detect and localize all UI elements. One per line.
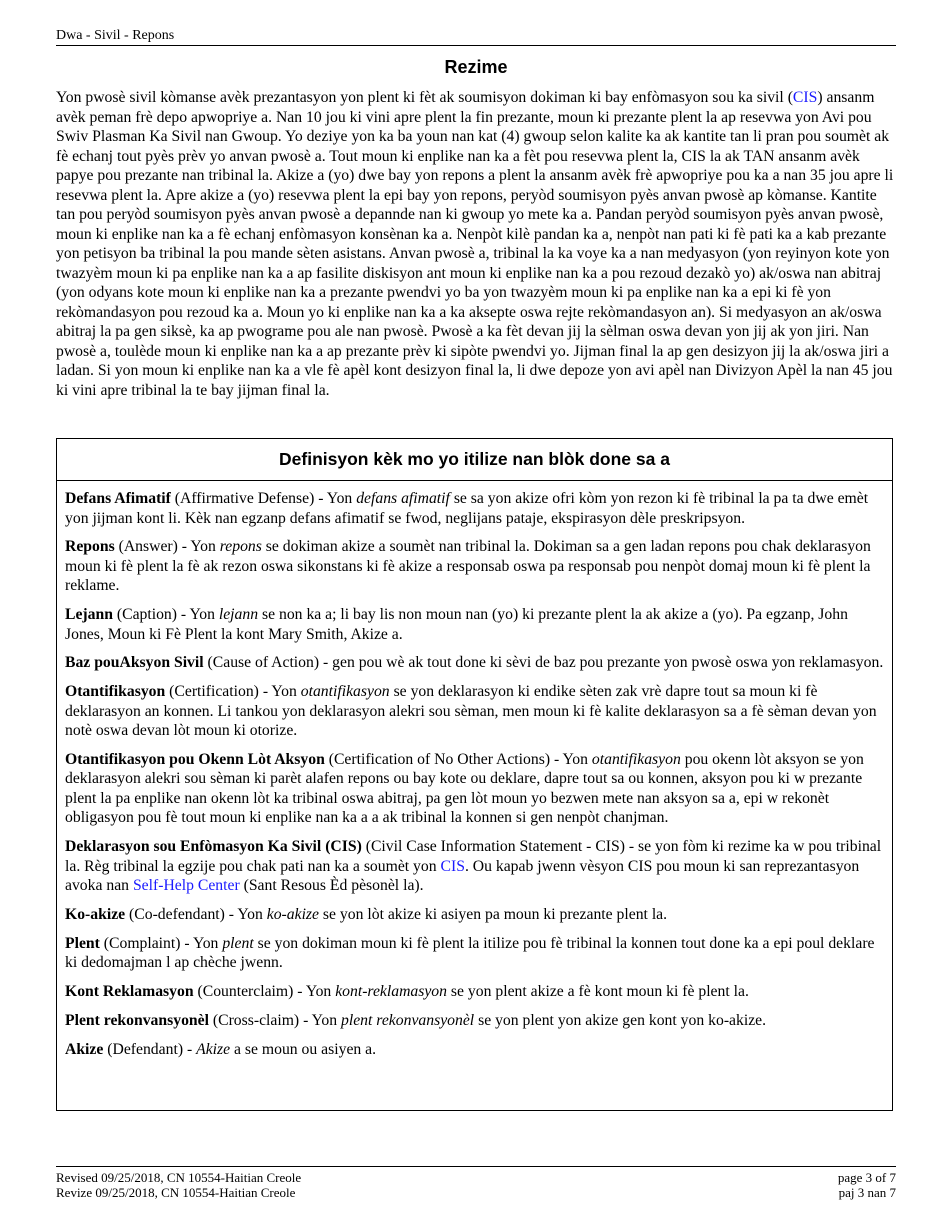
summary-text-1: Yon pwosè sivil kòmanse avèk prezantasyon yon plent ki fèt ak soumisyon dokiman ki bay enfòmasyon sou ka sivil ( — [56, 89, 793, 106]
summary-text-2: ) ansanm avèk peman frè depo apwopriye a. Nan 10 jou ki vini apre plent la fin prezante, moun ki prezante plent la ap resevwa yon Avi pou Swiv Plasman Ka Sivil nan Gwoup. Yo deziye yon ka ba youn nan kat (4) gwoup selon kalite ka ak kantite tan li pran pou soumèt ak fè echanj tout pyès prèv yo anvan pwosè a. Tout moun ki enplike nan ka a fèt pou resevwa plent la, CIS la ak TAN ansanm avèk papye pou prezante nan tribinal la. Akize a (yo) dwe bay yon repons a plent la ansanm avèk frè apwopriye pou ka a nan 35 jou apre li resevwa plent la. Apre akize a (yo) resevwa plent la epi bay yon repons, peryòd soumisyon pyès anvan pwosè ap kòmanse. Kantite tan pou peryòd soumisyon pyès anvan pwosè a depannde nan ki gwoup yo mete ka a. Pandan peryòd soumisyon pyès anvan pwosè, moun ki enplike nan ka a fè echanj enfòmasyon konsènan ka a. Nenpòt kilè pandan ka a, nenpòt nan pati ki fè pati ka a kab prezante yon petisyon ba tribinal la pou mande sèten asistans. Anvan pwosè a, tribinal la ka voye ka a nan medyasyon (yon reyinyon kote yon twazyèm moun ki pa enplike nan ka a ap fasilite diskisyon ant moun ki enplike nan ka a pou rezoud dezakò yo) ak/oswa nan abitraj (yon odyans kote moun ki enplike nan ka a prezante pwendvi yo ba yon twazyèm moun ki pa enplike nan ka a epi ki fè yon rekòmandasyon pou rezoud ka a. Moun yo ki enplike nan ka a ka aksepte oswa rejte rekòmandasyon an). Si medyasyon an ak/oswa abitraj la pa gen siksè, ka ap pwograme pou ale nan pwosè. Pwosè a ka fèt devan jij la sèlman oswa devan yon jij ak yon jiri. Nan pwosè a, toulède moun ki enplike nan ka a ap prezante prèv ki sipòte pwendvi yo. Jijman final la ap gen desizyon jij la ak/oswa jiri a ladan. Si yon moun ki enplike nan ka a vle fè apèl kont desizyon final la, li dwe depoze yon avi apèl nan Divizyon Apèl la nan 45 jou ki vini apre tribinal la te bay jijman final la. — [56, 89, 894, 399]
def-body: se yon deklarasyon ki endike sèten zak vrè dapre tout sa moun ki fè deklarasyon an konnen. Li tankou yon deklarasyon alekri sou sèman, men moun ki fè kalite deklarasyon sa a fè sèman devan yon notè oswa devan lòt moun ki otorize. — [65, 683, 877, 740]
def-term: Otantifikasyon — [65, 683, 166, 701]
def-term: Plent — [65, 934, 100, 952]
def-english: (Certification of No Other Actions) - Yon — [324, 750, 592, 768]
def-english: (Co-defendant) - Yon — [125, 906, 267, 924]
def-body: se non ka a; li bay lis non moun nan (yo) ki prezante plent la ak akize a (yo). Pa egzanp, John Jones, Moun ki Fè Plent la kont Mary Smith, Akize a. — [65, 606, 848, 643]
definition-caption — [65, 605, 884, 644]
def-english: (Certification) - Yon — [165, 683, 301, 701]
def-term: Plent rekonvansyonèl — [65, 1011, 209, 1029]
def-body: se dokiman akize a soumèt nan tribinal la. Dokiman sa a gen ladan repons pou chak deklarasyon moun ki fè plent la fè ak rezon oswa sikonstans ki fè akize a responsab oswa pa responsab pou nenpòt domaj moun ki fè plent la reklame. — [65, 538, 871, 595]
def-term: Lejann — [65, 606, 113, 624]
def-english: (Counterclaim) - Yon — [193, 983, 336, 1001]
def-italic: Akize — [196, 1040, 231, 1058]
definition-answer — [65, 537, 884, 596]
definition-defendant — [65, 1040, 884, 1060]
cis-form-link[interactable]: CIS — [440, 857, 465, 875]
definition-affirmative-defense — [65, 489, 884, 528]
definition-complaint — [65, 934, 884, 973]
def-english: (Cross-claim) - Yon — [208, 1011, 342, 1029]
def-term: Baz pouAksyon Sivil — [65, 654, 204, 672]
definitions-title: Definisyon kèk mo yo itilize nan blòk done sa a — [57, 439, 892, 481]
def-term: Repons — [65, 538, 115, 556]
def-term: Deklarasyon sou Enfòmasyon Ka Sivil (CIS) — [65, 838, 362, 856]
def-english: (Answer) - Yon — [114, 538, 220, 556]
def-term: Kont Reklamasyon — [65, 983, 194, 1001]
def-english: (Complaint) - Yon — [99, 934, 223, 952]
summary-paragraph — [56, 88, 896, 400]
page-number: page 3 of 7 — [837, 1170, 896, 1185]
definition-cis — [65, 837, 884, 896]
revision-note-creole: Revize 09/25/2018, CN 10554-Haitian Creole — [56, 1185, 296, 1200]
definition-counterclaim — [65, 982, 884, 1002]
def-italic: plent — [222, 934, 254, 952]
def-body: se yon plent akize a fè kont moun ki fè plent la. — [447, 983, 749, 1001]
def-body: (Cause of Action) - gen pou wè ak tout done ki sèvi de baz pou prezante yon pwosè oswa yon reklamasyon. — [203, 654, 884, 672]
def-italic: otantifikasyon — [300, 683, 390, 701]
def-italic: ko-akize — [266, 906, 319, 924]
def-body: se yon dokiman moun ki fè plent la itilize pou fè tribinal la konnen tout done ka a epi poul deklare ki dedomajman l ap chèche jwenn. — [65, 934, 875, 972]
def-body: a se moun ou asiyen a. — [230, 1040, 377, 1058]
page-title: Rezime — [444, 57, 508, 77]
page-number-creole: paj 3 nan 7 — [838, 1185, 896, 1200]
footer-row-creole — [56, 1185, 896, 1200]
def-english: (Caption) - Yon — [112, 606, 219, 624]
cis-link[interactable]: CIS — [792, 89, 818, 106]
page-footer — [56, 1166, 896, 1200]
def-term: Otantifikasyon pou Okenn Lòt Aksyon — [65, 750, 325, 768]
definition-co-defendant — [65, 905, 884, 925]
def-body: . Ou kapab jwenn vèsyon CIS pou moun ki san reprezantasyon avoka nan — [65, 857, 860, 895]
revision-note: Revised 09/25/2018, CN 10554-Haitian Creole — [56, 1170, 302, 1185]
def-body: se yon lòt akize ki asiyen pa moun ki prezante plent la. — [319, 906, 668, 924]
def-term: Ko-akize — [65, 906, 126, 924]
footer-row-english — [56, 1170, 896, 1185]
def-body: se sa yon akize ofri kòm yon rezon ki fè tribinal la pa ta dwe emèt yon jijman kont li. Kèk nan egzanp defans afimatif se fwod, neglijans pataje, ekspirasyon dèle preskripsyon. — [65, 490, 869, 527]
def-italic: repons — [219, 538, 262, 556]
self-help-center-link[interactable]: Self-Help Center — [132, 877, 240, 895]
def-italic: otantifikasyon — [591, 750, 681, 768]
def-english: (Civil Case Information Statement - CIS) - se yon fòm ki rezime ka w pou tribinal la. Règ tribinal la egzije pou chak pati nan ka a soumèt yon — [65, 838, 882, 875]
def-english: (Defendant) - — [103, 1040, 197, 1058]
def-italic: defans afimatif — [356, 490, 450, 507]
def-term: Defans Afimatif — [65, 490, 171, 507]
definition-certification — [65, 682, 884, 741]
definition-cause-of-action — [65, 653, 884, 673]
definition-cross-claim — [65, 1011, 884, 1031]
definitions-box — [56, 438, 893, 1111]
def-body: pou okenn lòt aksyon se yon deklarasyon alekri sou sèman ki parèt alafen repons ou bay kote ou deklare, dapre tout sa ou konnen, aksyon pou ki w prezante plent la pa enplike nan okenn lòt ka tribinal oswa abitraj, pa gen lòt moun yo bezwen mete nan aksyon sa a, epi w rekonèt obligasyon pou fè tout moun ki enplike nan ka a a ak tribinal la konnen si gen nenpòt chanjman. — [65, 750, 864, 827]
def-body: (Sant Resous Èd pèsonèl la). — [239, 877, 424, 895]
def-term: Akize — [65, 1040, 104, 1058]
def-italic: kont-reklamasyon — [335, 983, 447, 1001]
definition-no-other-actions — [65, 750, 884, 828]
definitions-list — [57, 481, 892, 1059]
running-header: Dwa - Sivil - Repons — [56, 28, 896, 46]
def-italic: lejann — [218, 606, 259, 624]
def-italic: plent rekonvansyonèl — [341, 1011, 475, 1029]
def-english: (Affirmative Defense) - Yon — [170, 490, 357, 507]
def-body: se yon plent yon akize gen kont yon ko-akize. — [474, 1011, 767, 1029]
